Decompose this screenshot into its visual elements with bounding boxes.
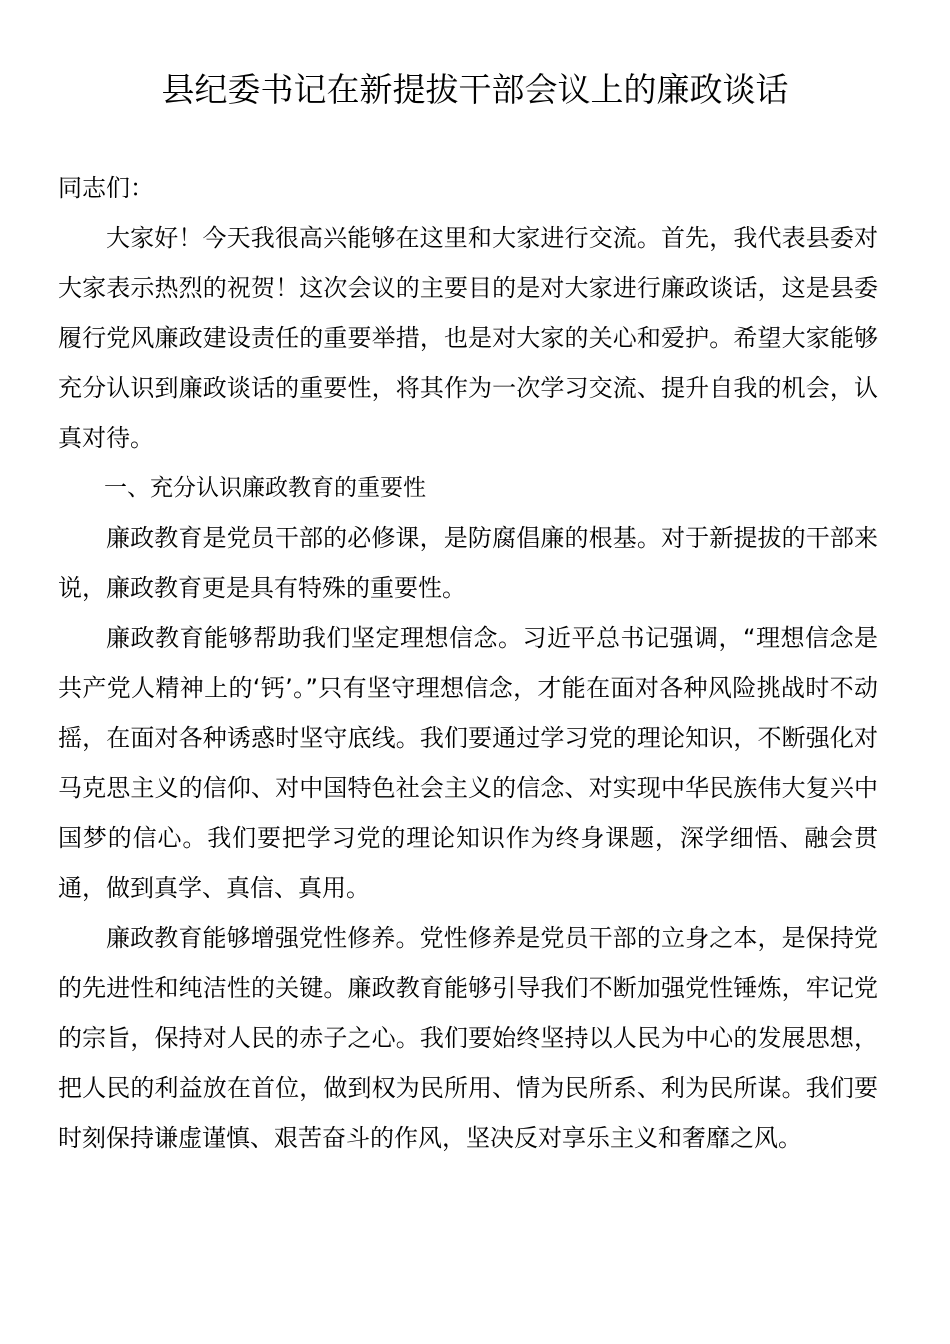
paragraph-intro: 大家好！今天我很高兴能够在这里和大家进行交流。首先，我代表县委对大家表示热烈的祝贺！这次会议的主要目的是对大家进行廉政谈话，这是县委履行党风廉政建设责任的重要举措，也是对大家的关心和爱护。希望大家能够充分认识到廉政谈话的重要性，将其作为一次学习交流、提升自我的机会，认真对待。: [58, 224, 878, 452]
paragraph-party-spirit: 廉政教育能够增强党性修养。党性修养是党员干部的立身之本，是保持党的先进性和纯洁性的关键。廉政教育能够引导我们不断加强党性锤炼，牢记党的宗旨，保持对人民的赤子之心。我们要始终坚持以人民为中心的发展思想，把人民的利益放在首位，做到权为民所用、情为民所系、利为民所谋。我们要时刻保持谦虚谨慎、艰苦奋斗的作风，坚决反对享乐主义和奢靡之风。: [58, 924, 878, 1152]
salutation: 同志们：: [58, 174, 154, 202]
section-heading: 一、充分认识廉政教育的重要性: [104, 475, 426, 501]
paragraph-ideals: 廉政教育能够帮助我们坚定理想信念。习近平总书记强调，“理想信念是共产党人精神上的‘钙’。”只有坚守理想信念，才能在面对各种风险挑战时不动摇，在面对各种诱惑时坚守底线。我们要通过学习党的理论知识，不断强化对马克思主义的信仰、对中国特色社会主义的信念、对实现中华民族伟大复兴中国梦的信心。我们要把学习党的理论知识作为终身课题，深学细悟、融会贯通，做到真学、真信、真用。: [58, 624, 878, 902]
paragraph-importance: 廉政教育是党员干部的必修课，是防腐倡廉的根基。对于新提拔的干部来说，廉政教育更是具有特殊的重要性。: [58, 524, 878, 602]
document-body: [58, 163, 878, 1163]
document-title: 县纪委书记在新提拔干部会议上的廉政谈话: [161, 70, 789, 109]
